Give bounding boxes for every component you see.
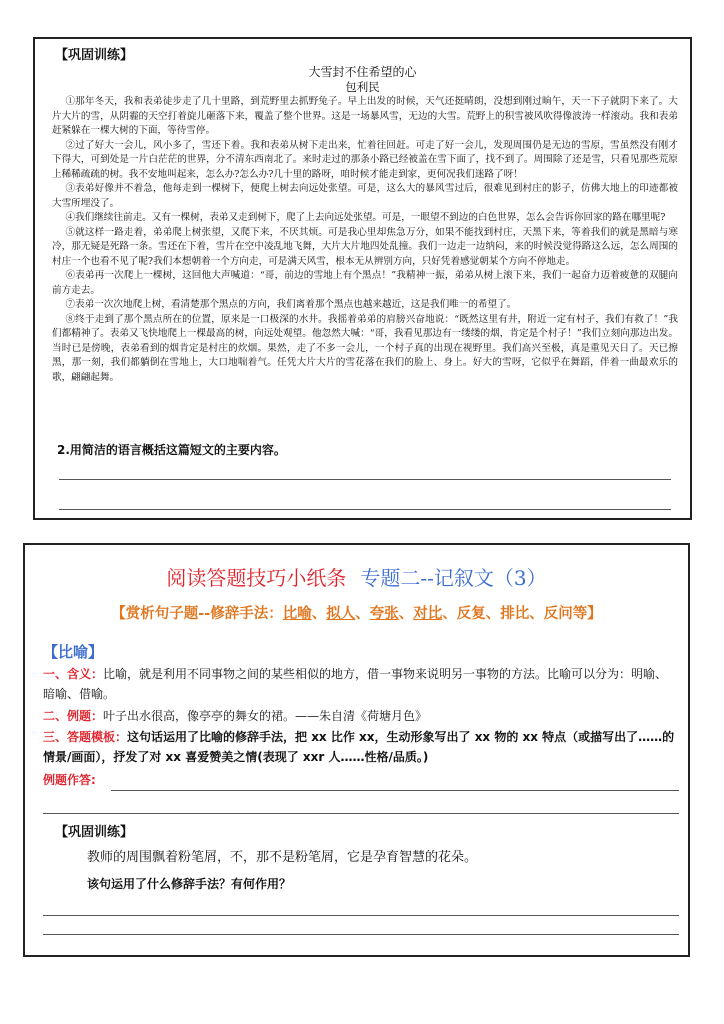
example: [43, 706, 679, 726]
tips-box: [23, 543, 690, 957]
definition-text: 比喻，就是利用不同事物之间的某些相似的地方，借一事物来说明另一事物的方法。比喻可以分为：明喻、暗喻、借喻。: [43, 667, 668, 701]
paragraph-4: ④我们继续往前走。又有一棵树，表弟又走到树下，爬了上去向远处张望。可是，一眼望不到边的白色世界，怎么会告诉你回家的路在哪里呢?: [65, 212, 666, 223]
answer-line[interactable]: [59, 479, 671, 480]
practice-title: 【巩固训练】: [55, 825, 134, 840]
rhetoric-subheading: 【赏析句子题--修辞手法：比喻、拟人、夸张、对比、反复、排比、反问等】: [111, 606, 602, 622]
rhetoric-rhetorical-question: 反问等: [543, 606, 588, 622]
metaphor-title: 【比喻】: [43, 643, 104, 661]
story-title: 大雪封不住希望的心: [308, 65, 417, 79]
example-label: 二、例题：: [43, 709, 104, 723]
template-label: 三、答题模板：: [43, 730, 128, 744]
rhetoric-exaggeration: 夸张: [369, 606, 399, 622]
practice-sentence: 教师的周围飘着粉笔屑，不，那不是粉笔屑，它是孕育智慧的花朵。: [87, 850, 478, 865]
subheading-suffix: 】: [587, 606, 602, 622]
story-body: [52, 95, 678, 385]
template-text: 这句话运用了比喻的修辞手法，把 xx 比作 xx，生动形象写出了 xx 物的 xx 特点（或描写出了……的情景/画面），抒发了对 xx 喜爱赞美之情(表现了 xxr 人……性格/品质。): [43, 730, 675, 764]
question-2: 2.用简洁的语言概括这篇短文的主要内容。: [57, 443, 286, 457]
answer-line[interactable]: [43, 915, 679, 916]
answer-line[interactable]: [43, 934, 679, 935]
example-text: 叶子出水很高，像亭亭的舞女的裙。——朱自清《荷塘月色》: [103, 709, 428, 723]
rhetoric-parallelism: 排比: [500, 606, 530, 622]
practice-question: 该句运用了什么修辞手法？有何作用？: [87, 877, 292, 891]
paragraph-1: ①那年冬天，我和表弟徒步走了几十里路，到荒野里去抓野兔子。早上出发的时候，天气还挺晴朗，没想到刚过晌午，天一下子就阴下来了。大片大片的雪，从阴霾的天空打着旋儿砸落下来，覆盖了整个世界。这是一场暴风雪，无边的大雪。荒野上的积雪被风吹得像波涛一样滚动。我和表弟赶紧躲在一棵大树的下面，等待雪停。: [52, 96, 678, 136]
rhetoric-metaphor: 比喻: [282, 606, 312, 622]
paragraph-7: ⑦表弟一次次地爬上树，看清楚那个黑点的方向，我们离着那个黑点也越来越近，这是我们唯一的希望了。: [65, 299, 517, 310]
tips-heading: [25, 562, 688, 591]
subheading-prefix: 【赏析句子题--修辞手法：: [111, 606, 283, 622]
paragraph-6: ⑥表弟再一次爬上一棵树，这回他大声喊道：“哥，前边的雪地上有个黑点！”我精神一振，弟弟从树上滚下来，我们一起奋力迈着疲惫的双腿向前方走去。: [52, 270, 678, 296]
rhetoric-personification: 拟人: [326, 606, 356, 622]
section-title: 【巩固训练】: [55, 48, 134, 63]
paragraph-2: ②过了好大一会儿，风小多了，雪还下着。我和表弟从树下走出来，忙着往回赶。可走了好一会儿，发现周围仍是无边的雪原，雪虽然没有刚才下得大，可到处是一片白茫茫的世界，分不清东西南北了。来时走过的那条小路已经被盖在雪下面了，找不到了。周围除了还是雪，只看见那些荒原上稀稀疏疏的树。我不安地叫起来，怎么办?怎么办?几十里的路呀，咱时候才能走到家，更何况我们迷路了呀！: [52, 139, 678, 180]
answer-line[interactable]: [59, 509, 671, 510]
definition: [43, 664, 679, 704]
rhetoric-repetition: 反复: [456, 606, 486, 622]
rhetoric-contrast: 对比: [413, 606, 443, 622]
paragraph-3: ③表弟好像并不着急，他每走到一棵树下，便爬上树去向远处张望。可是，这么大的暴风雪过后，很难见到村庄的影子，仿佛大地上的印迹都被大雪所埋没了。: [52, 183, 678, 209]
answer-template: [43, 727, 679, 767]
reading-practice-box: [33, 37, 692, 520]
paragraph-5: ⑤就这样一路走着，弟弟爬上树张望，又爬下来，不厌其烦。可是我心里却焦急万分，如果不能找到村庄，天黑下来，等着我们的就是黑暗与寒冷，那无疑是死路一条。雪还在下着，雪片在空中凌乱地飞舞，大片大片地四处乱撞。我们一边走一边纳闷，来的时候没觉得路这么远，怎么周围的村庄一个也看不见了呢?我们本想朝着一个方向走，可是满天风雪，根本无从辨别方向，只好凭着感觉朝某个方向不停地走。: [52, 226, 678, 267]
story-author: 包利民: [345, 80, 380, 94]
heading-topic: 专题二--记叙文（3）: [360, 566, 547, 590]
example-answer-label: 例题作答:: [43, 773, 96, 787]
answer-line[interactable]: [43, 813, 679, 814]
answer-line[interactable]: [111, 790, 679, 791]
heading-main: 阅读答题技巧小纸条: [166, 566, 347, 590]
paragraph-8: ⑧终于走到了那个黑点所在的位置，原来是一口极深的水井。我摇着弟弟的肩膀兴奋地说：“既然这里有井，附近一定有村子，我们有救了！”我们都精神了。表弟又飞快地爬上一棵最高的树，向远处观望。他忽然大喊：“哥，我看见那边有一缕缕的烟，肯定是个村子！”我们立刻向那边出发。当时已是傍晚，表弟看到的烟肯定是村庄的炊烟。果然，走了不多一会儿，一个村子真的出现在视野里。我们高兴至极，真是重见天日了。天已擦黑，那一刻，我们都躺倒在雪地上，大口地喘着气。任凭大片大片的雪花落在我们的脸上、身上。好大的雪呀，它似乎在舞蹈，伴着一曲最欢乐的歌，翩翩起舞。: [52, 313, 678, 383]
definition-label: 一、含义：: [43, 667, 104, 681]
